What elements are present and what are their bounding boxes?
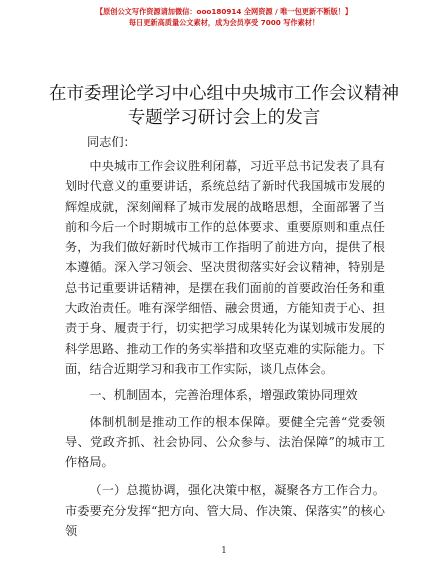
salutation: 同志们： [87,135,136,149]
banner-line-1: 【原创公文写作资源请加微信：ooo180914 全网资源 / 唯一包更新不断版！】 [95,7,353,16]
body-paragraph-subsection-1: （一）总揽协调，强化决策中枢，凝聚各方工作合力。市委要充分发挥“把方向、管大局、作决策、保落实”的核心领 [65,483,385,539]
section-heading-1: 一、机制固本，完善治理体系，增强政策协同理效 [89,388,358,403]
page-number: 1 [221,546,227,556]
document-title [0,82,448,130]
banner-line-2: 每日更新高质量公文素材，成为会员享受 7000 写作素材！ [128,18,320,27]
body-paragraph-intro: 中央城市工作会议胜利闭幕，习近平总书记发表了具有划时代意义的重要讲话，系统总结了新时代我国城市发展的辉煌成就，深刻阐释了城市发展的战略思想，全面部署了当前和今后一个时期城市工作的总体要求、重要原则和重点任务，为我们做好新时代城市工作指明了前进方向，提供了根本遵循。深入学习领会、坚决贯彻落实好会议精神，特别是总书记重要讲话精神，是摆在我们面前的首要政治任务和重大政治责任。唯有深学细悟、融会贯通，方能知责于心、担责于身、履责于行，切实把学习成果转化为谋划城市发展的科学思路、推动工作的务实举措和攻坚克难的实际能力。下面，结合近期学习和我市工作实际，谈几点体会。 [65,159,385,376]
document-body [65,156,385,541]
header-banner [0,6,448,28]
body-paragraph-mechanism: 体制机制是推动工作的根本保障。要健全完善“党委领导、党政齐抓、社会协同、公众参与、法治保障”的城市工作格局。 [65,414,385,470]
title-line-2: 专题学习研讨会上的发言 [127,108,321,128]
title-line-1: 在市委理论学习中心组中央城市工作会议精神 [49,84,399,104]
